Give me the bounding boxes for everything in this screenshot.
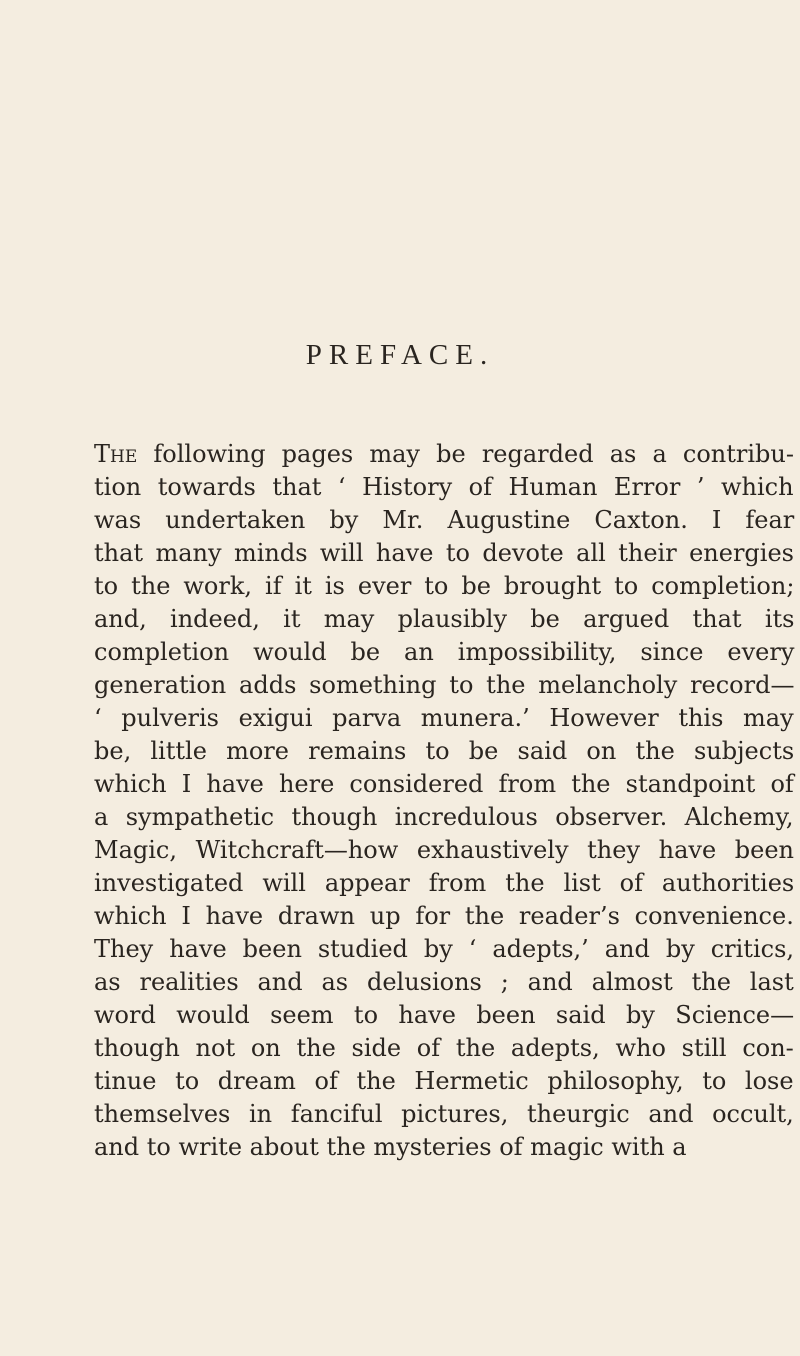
text-line: tion towards that ‘ History of Human Error ’ which xyxy=(94,473,794,501)
text-line: which I have drawn up for the reader’s convenience. xyxy=(94,902,794,930)
text-line: as realities and as delusions ; and almost the last xyxy=(94,968,794,996)
preface-heading: PREFACE. xyxy=(305,339,495,371)
text-line: generation adds something to the melancholy record— xyxy=(94,671,795,699)
text-line: be, little more remains to be said on the subjects xyxy=(94,737,795,765)
text-line: a sympathetic though incredulous observer. Alchemy, xyxy=(94,803,794,831)
text-line xyxy=(94,438,794,471)
text-line: to the work, if it is ever to be brought to completion; xyxy=(94,572,795,600)
text-line: which I have here considered from the standpoint of xyxy=(94,770,794,798)
text-line: that many minds will have to devote all their energies xyxy=(94,539,794,567)
text-line: was undertaken by Mr. Augustine Caxton. I fear xyxy=(94,506,795,534)
text-line: investigated will appear from the list of authorities xyxy=(94,869,795,897)
preface-body xyxy=(94,438,794,1164)
text-line: tinue to dream of the Hermetic philosophy, to lose xyxy=(94,1067,794,1095)
text-line: though not on the side of the adepts, who still con- xyxy=(94,1034,794,1062)
text-line: and to write about the mysteries of magic with a xyxy=(94,1133,687,1161)
text-line: themselves in fanciful pictures, theurgic and occult, xyxy=(94,1100,794,1128)
first-word: The xyxy=(94,440,138,468)
text-line: word would seem to have been said by Science— xyxy=(94,1001,795,1029)
text-line: and, indeed, it may plausibly be argued that its xyxy=(94,605,795,633)
text-line: completion would be an impossibility, since every xyxy=(94,638,795,666)
text-line: Magic, Witchcraft—how exhaustively they have been xyxy=(94,836,795,864)
text-line: They have been studied by ‘ adepts,’ and by critics, xyxy=(94,935,795,963)
text-line: ‘ pulveris exigui parva munera.’ However this may xyxy=(94,704,794,732)
line-text: following pages may be regarded as a contribu- xyxy=(137,440,794,468)
